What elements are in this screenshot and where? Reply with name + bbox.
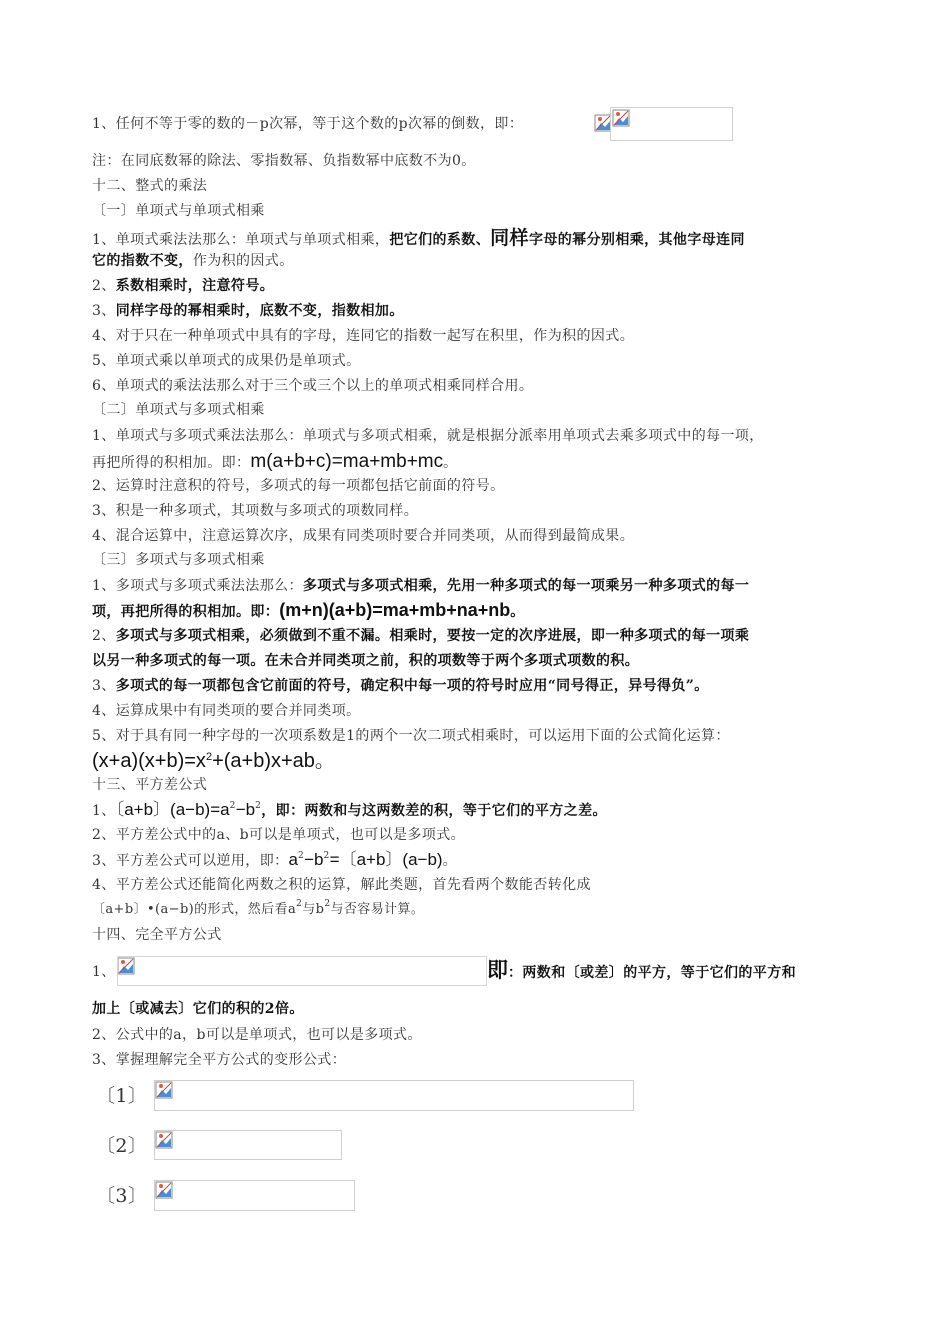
- subsection-heading-3: 〔三〕多项式与多项式相乘: [92, 552, 265, 568]
- formula-image-placeholder: [154, 1080, 634, 1111]
- rule-line-1: 1、单项式乘法法那么：单项式与单项式相乘，把它们的系数、同样字母的幂分别相乘，其他字母连同: [92, 227, 745, 249]
- diff-squares-line-4: 4、平方差公式还能简化两数之积的运算，解此类题，首先看两个数能否转化成: [92, 877, 591, 893]
- section-heading-12: 十二、整式的乘法: [92, 178, 208, 194]
- rule-line-7: 6、单项式的乘法法那么对于三个或三个以上的单项式相乘同样合用。: [92, 378, 534, 394]
- section-heading-13: 十三、平方差公式: [92, 777, 208, 793]
- broken-image-icon: [612, 109, 630, 127]
- rule-line-19: 5、对于具有同一种字母的一次项系数是1的两个一次二项式相乘时，可以运用下面的公式简化运算：: [92, 728, 730, 744]
- formula-image-placeholder: [154, 1180, 355, 1211]
- diff-squares-line-1: 1、〔a+b〕$(a-b)=a^2-b^2$，即：两数和与这两数差的积，等于它们的平方之差。: [92, 800, 607, 819]
- variant-label-2: 〔2〕: [96, 1135, 148, 1157]
- rule-line-14: 项，再把所得的积相加。即：(m+n)(a+b)=ma+mb+na+nb。: [92, 600, 525, 620]
- note-line: 注：在同底数幂的除法、零指数幂、负指数幂中底数不为0。: [92, 153, 476, 169]
- formula-line-xa-xb: $(x+a)(x+b)=x^2+(a+b)x+ab$。: [92, 750, 335, 772]
- rule-line-18: 4、运算成果中有同类项的要合并同类项。: [92, 703, 361, 719]
- subsection-heading-1: 〔一〕单项式与单项式相乘: [92, 203, 265, 219]
- diff-squares-line-5: 〔a+b〕•(a−b)的形式，然后看$a^2$与$b^2$与否容易计算。: [92, 899, 425, 917]
- rule-line-3: 2、系数相乘时，注意符号。: [92, 278, 275, 294]
- perfect-square-line-4: 3、掌握理解完全平方公式的变形公式：: [92, 1052, 347, 1068]
- formula-image-placeholder: [154, 1130, 342, 1160]
- variant-label-3: 〔3〕: [96, 1185, 148, 1207]
- rule-line-15: 2、多项式与多项式相乘，必须做到不重不漏。相乘时，要按一定的次序进展，即一种多项式的每一项乘: [92, 628, 750, 644]
- variant-label-1: 〔1〕: [96, 1085, 148, 1107]
- formula-image-placeholder: [610, 107, 733, 141]
- rule-line-10: 2、运算时注意积的符号，多项式的每一项都包括它前面的符号。: [92, 478, 505, 494]
- perfect-square-line-2: 加上〔或减去〕它们的积的2倍。: [92, 1001, 304, 1017]
- section-heading-14: 十四、完全平方公式: [92, 927, 222, 943]
- rule-line-12: 4、混合运算中，注意运算次序，成果有同类项时要合并同类项，从而得到最简成果。: [92, 528, 635, 544]
- rule-line-11: 3、积是一种多项式，其项数与多项式的项数同样。: [92, 503, 419, 519]
- line-negative-exponent: 1、任何不等于零的数的－p次幂，等于这个数的p次幂的倒数，即：: [92, 116, 524, 132]
- rule-line-4: 3、同样字母的幂相乘时，底数不变，指数相加。: [92, 303, 404, 319]
- rule-line-5: 4、对于只在一种单项式中具有的字母，连同它的指数一起写在积里，作为积的因式。: [92, 328, 635, 344]
- rule-line-8: 1、单项式与多项式乘法法那么：单项式与多项式相乘，就是根据分派率用单项式去乘多项式中的每一项，: [92, 428, 764, 444]
- rule-line-16: 以另一种多项式的每一项。在未合并同类项之前，积的项数等于两个多项式项数的积。: [92, 653, 640, 669]
- perfect-square-text: 即：两数和〔或差〕的平方，等于它们的平方和: [487, 957, 796, 982]
- diff-squares-line-2: 2、平方差公式中的a、b可以是单项式，也可以是多项式。: [92, 827, 466, 843]
- diff-squares-line-3: 3、平方差公式可以逆用，即：$a^2-b^2=$〔a+b〕(a−b)。: [92, 850, 457, 869]
- formula-image-placeholder: [117, 956, 487, 986]
- rule-line-9: 再把所得的积相加。即：m(a+b+c)=ma+mb+mc。: [92, 451, 458, 472]
- rule-line-17: 3、多项式的每一项都包含它前面的符号，确定积中每一项的符号时应用“同号得正，异号得负”。: [92, 678, 709, 694]
- perfect-square-line-3: 2、公式中的a，b可以是单项式，也可以是多项式。: [92, 1027, 422, 1043]
- rule-line-6: 5、单项式乘以单项式的成果仍是单项式。: [92, 353, 361, 369]
- rule-line-13: 1、多项式与多项式乘法法那么：多项式与多项式相乘，先用一种多项式的每一项乘另一种多项式的每一: [92, 578, 750, 594]
- subsection-heading-2: 〔二〕单项式与多项式相乘: [92, 402, 265, 418]
- rule-line-2: 它的指数不变，作为积的因式。: [92, 253, 294, 269]
- perfect-square-label: 1、: [92, 964, 116, 980]
